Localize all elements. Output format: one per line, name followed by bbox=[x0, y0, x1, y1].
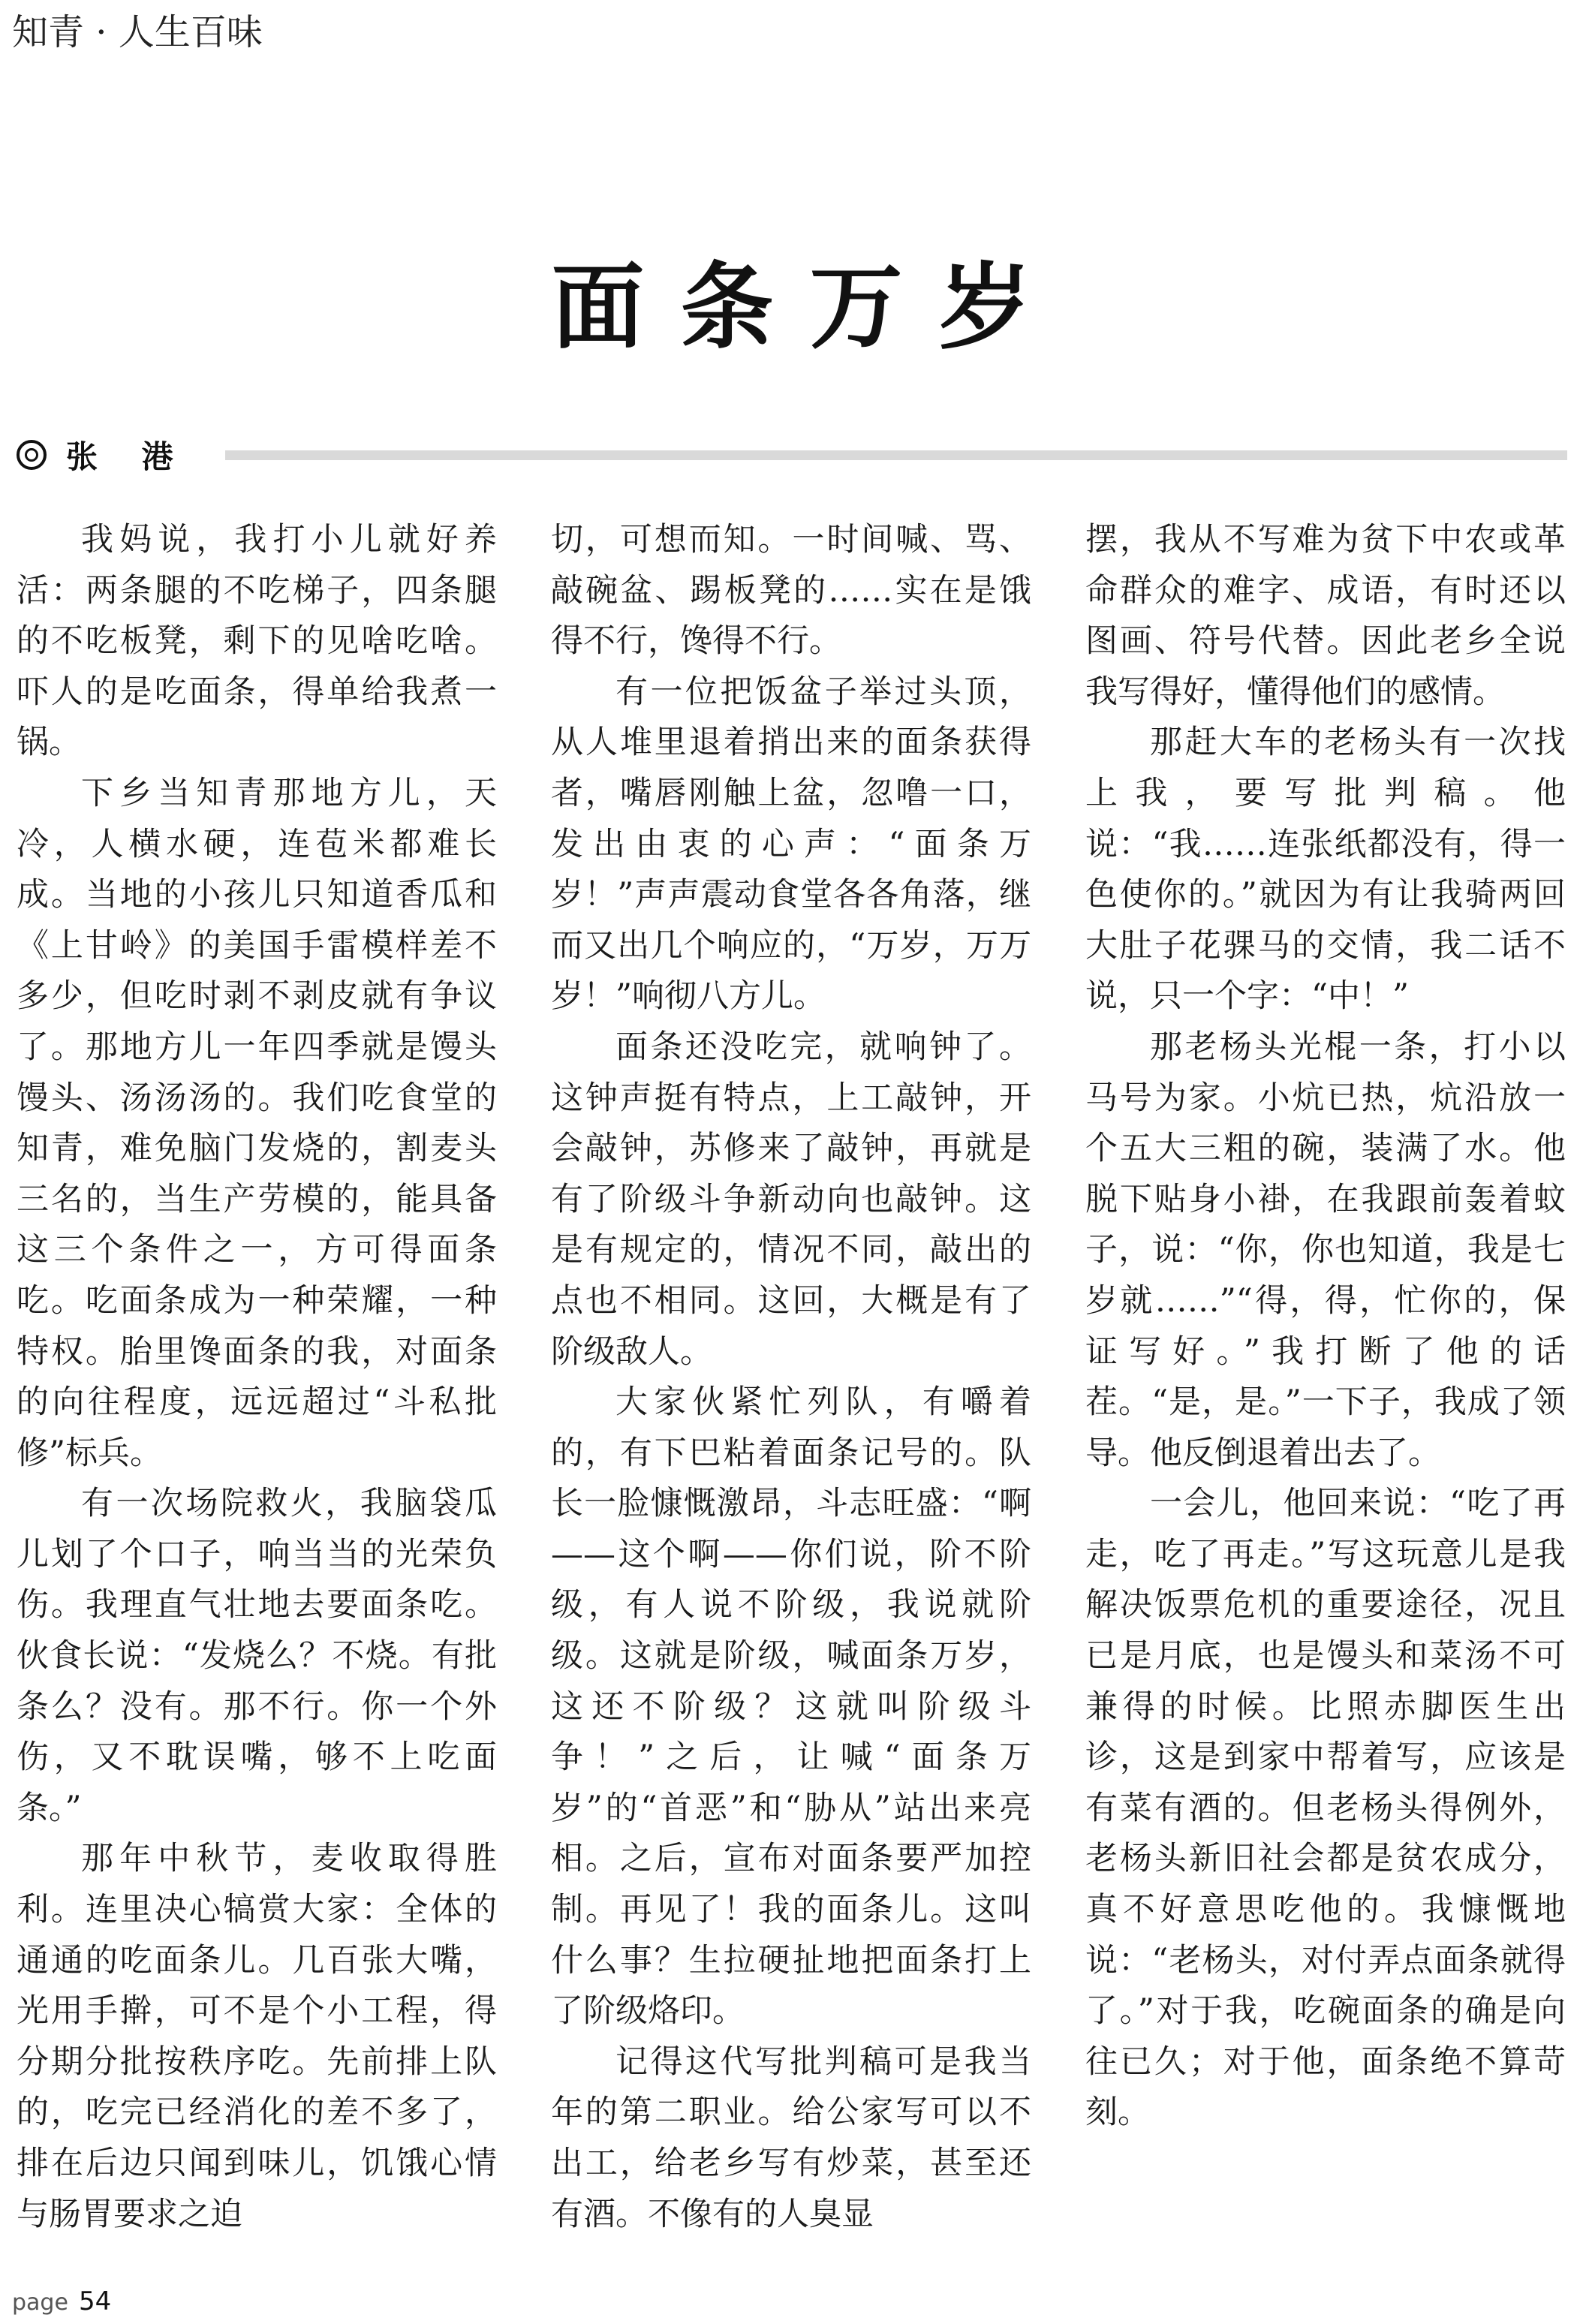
paragraph: 那年中秋节，麦收取得胜利。连里决心犒赏大家：全体的通通的吃面条儿。几百张大嘴，光用手擀，可不是个小工程，得分期分批按秩序吃。先前排上队的，吃完已经消化的差不多了，排在后边只闻到味儿，饥饿心情与肠胃要求之迫 bbox=[17, 1840, 497, 2233]
paragraph: 我妈说，我打小儿就好养活：两条腿的不吃梯子，四条腿的不吃板凳，剩下的见啥吃啥。吓人的是吃面条，得单给我煮一锅。 bbox=[17, 521, 497, 762]
page-footer bbox=[12, 2286, 111, 2316]
byline bbox=[17, 432, 190, 477]
paragraph: 那老杨头光棍一条，打小以马号为家。小炕已热，炕沿放一个五大三粗的碗，装满了水。他脱下贴身小褂，在我跟前轰着蚊子，说：“你，你也知道，我是七岁就……”“得，得，忙你的，保证写好。”我打断了他的话茬。“是，是。”一下子，我成了领导。他反倒退着出去了。 bbox=[1085, 1028, 1566, 1472]
paragraph: 切，可想而知。一时间喊、骂、敲碗盆、踢板凳的……实在是饿得不行，馋得不行。 bbox=[551, 521, 1031, 661]
paragraph: 面条还没吃完，就响钟了。这钟声挺有特点，上工敲钟，开会敲钟，苏修来了敲钟，再就是有了阶级斗争新动向也敲钟。这是有规定的，情况不同，敲出的点也不相同。这回，大概是有了阶级敌人。 bbox=[551, 1028, 1031, 1371]
text-column-1 bbox=[17, 515, 497, 2240]
page-number: 54 bbox=[78, 2286, 112, 2316]
paragraph: 大家伙紧忙列队，有嚼着的，有下巴粘着面条记号的。队长一脸慷慨激昂，斗志旺盛：“啊——这个啊——你们说，阶不阶级，有人说不阶级，我说就阶级。这就是阶级，喊面条万岁，这还不阶级？这就叫阶级斗争！”之后，让喊“面条万岁”的“首恶”和“胁从”站出来亮相。之后，宣布对面条要严加控制。再见了！我的面条儿。这叫什么事？生拉硬扯地把面条打上了阶级烙印。 bbox=[551, 1383, 1031, 2030]
byline-circle-icon bbox=[17, 440, 47, 470]
paragraph: 那赶大车的老杨头有一次找上我，要写批判稿。他说：“我……连张纸都没有，得一色使你的。”就因为有让我骑两回大肚子花骒马的交情，我二话不说，只一个字：“中！” bbox=[1085, 724, 1566, 1016]
paragraph: 下乡当知青那地方儿，天冷，人横水硬，连苞米都难长成。当地的小孩儿只知道香瓜和《上甘岭》的美国手雷模样差不多少，但吃时剥不剥皮就有争议了。那地方儿一年四季就是馒头馒头、汤汤汤的。我们吃食堂的知青，难免脑门发烧的，割麦头三名的，当生产劳模的，能具备这三个条件之一，方可得面条吃。吃面条成为一种荣耀，一种特权。胎里馋面条的我，对面条的向往程度，远远超过“斗私批修”标兵。 bbox=[17, 774, 497, 1472]
paragraph: 有一次场院救火，我脑袋瓜儿划了个口子，响当当的光荣负伤。我理直气壮地去要面条吃。伙食长说：“发烧么？不烧。有批条么？没有。那不行。你一个外伤，又不耽误嘴，够不上吃面条。” bbox=[17, 1485, 497, 1827]
section-header: 知青 · 人生百味 bbox=[12, 11, 263, 53]
paragraph: 记得这代写批判稿可是我当年的第二职业。给公家写可以不出工，给老乡写有炒菜，甚至还有酒。不像有的人臭显 bbox=[551, 2043, 1031, 2233]
author-name: 张 港 bbox=[66, 438, 190, 475]
text-column-2 bbox=[551, 515, 1031, 2240]
page-label: page bbox=[12, 2289, 68, 2316]
paragraph: 一会儿，他回来说：“吃了再走，吃了再走。”写这玩意儿是我解决饭票危机的重要途径，况且已是月底，也是馒头和菜汤不可兼得的时候。比照赤脚医生出诊，这是到家中帮着写，应该是有菜有酒的。但老杨头得例外，老杨头新旧社会都是贫农成分，真不好意思吃他的。我慷慨地说：“老杨头，对付弄点面条就得了。”对于我，吃碗面条的确是向往已久；对于他，面条绝不算苛刻。 bbox=[1085, 1485, 1566, 2132]
paragraph: 摆，我从不写难为贫下中农或革命群众的难字、成语，有时还以图画、符号代替。因此老乡全说我写得好，懂得他们的感情。 bbox=[1085, 521, 1566, 711]
byline-rule bbox=[225, 450, 1567, 460]
article-title: 面条万岁 bbox=[551, 254, 1068, 362]
paragraph: 有一位把饭盆子举过头顶，从人堆里退着捎出来的面条获得者，嘴唇刚触上盆，忽噜一口，发出由衷的心声：“面条万岁！”声声震动食堂各各角落，继而又出几个响应的，“万岁，万万岁！”响彻八方儿。 bbox=[551, 673, 1031, 1016]
text-column-3 bbox=[1085, 515, 1566, 2139]
